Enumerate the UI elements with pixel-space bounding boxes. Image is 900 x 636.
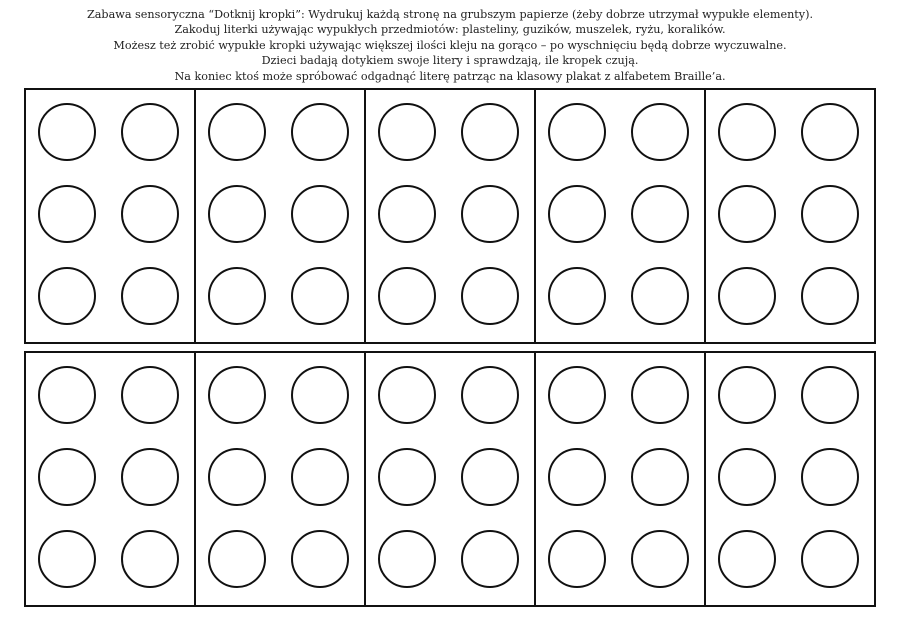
braille-dot (548, 366, 606, 424)
braille-dot (631, 103, 689, 161)
braille-dot (801, 185, 859, 243)
braille-dot (38, 103, 96, 161)
braille-dot (801, 448, 859, 506)
braille-dot (121, 448, 179, 506)
braille-dot (291, 267, 349, 325)
braille-cell (26, 353, 196, 605)
instruction-line: Na koniec ktoś może spróbować odgadnąć literę patrząc na klasowy plakat z alfabetem Braille’a. (174, 69, 726, 83)
instruction-line: Zakoduj literki używając wypukłych przedmiotów: plasteliny, guzików, muszelek, ryżu, koralików. (174, 23, 726, 37)
braille-dot (718, 366, 776, 424)
braille-dot (378, 366, 436, 424)
braille-dot (291, 103, 349, 161)
instructions (0, 7, 900, 84)
braille-dot (631, 530, 689, 588)
braille-dot (631, 185, 689, 243)
braille-dot (208, 267, 266, 325)
braille-dot (378, 530, 436, 588)
braille-dot (801, 530, 859, 588)
braille-dot (718, 267, 776, 325)
braille-dot (291, 530, 349, 588)
braille-cell (706, 353, 874, 605)
braille-dot (121, 530, 179, 588)
braille-dot (631, 267, 689, 325)
braille-dot (801, 103, 859, 161)
braille-dot (121, 366, 179, 424)
braille-dot (121, 185, 179, 243)
braille-cell (366, 90, 536, 342)
braille-row-1 (24, 88, 876, 344)
braille-dot (378, 103, 436, 161)
braille-dot (631, 366, 689, 424)
braille-cell (26, 90, 196, 342)
braille-dot (121, 267, 179, 325)
braille-dot (121, 103, 179, 161)
braille-dot (291, 448, 349, 506)
braille-dot (38, 448, 96, 506)
braille-dot (548, 448, 606, 506)
braille-dot (461, 366, 519, 424)
braille-dot (291, 366, 349, 424)
braille-dot (38, 530, 96, 588)
instruction-line: Możesz też zrobić wypukłe kropki używając większej ilości kleju na gorąco – po wyschnięciu będą dobrze wyczuwalne. (113, 38, 787, 52)
braille-dot (291, 185, 349, 243)
braille-dot (378, 185, 436, 243)
braille-dot (801, 267, 859, 325)
braille-dot (38, 267, 96, 325)
braille-dot (461, 530, 519, 588)
braille-dot (718, 530, 776, 588)
braille-dot (718, 448, 776, 506)
braille-dot (461, 448, 519, 506)
braille-dot (461, 267, 519, 325)
braille-dot (461, 185, 519, 243)
braille-dot (38, 185, 96, 243)
braille-cell (706, 90, 874, 342)
braille-dot (378, 267, 436, 325)
instruction-line: Dzieci badają dotykiem swoje litery i sprawdzają, ile kropek czują. (261, 54, 639, 68)
braille-cell (536, 353, 706, 605)
braille-dot (378, 448, 436, 506)
braille-dot (548, 103, 606, 161)
braille-dot (208, 448, 266, 506)
braille-dot (718, 185, 776, 243)
braille-dot (208, 185, 266, 243)
braille-dot (548, 185, 606, 243)
braille-dot (461, 103, 519, 161)
braille-dot (718, 103, 776, 161)
braille-cell (196, 90, 366, 342)
braille-dot (548, 530, 606, 588)
braille-dot (208, 530, 266, 588)
braille-dot (548, 267, 606, 325)
braille-cell (196, 353, 366, 605)
braille-dot (631, 448, 689, 506)
braille-dot (801, 366, 859, 424)
instruction-line: Zabawa sensoryczna “Dotknij kropki”: Wydrukuj każdą stronę na grubszym papierze (żeby dobrze utrzymał wypukłe elementy). (86, 8, 814, 21)
braille-cell (366, 353, 536, 605)
braille-row-2 (24, 351, 876, 607)
braille-dot (38, 366, 96, 424)
braille-dot (208, 366, 266, 424)
braille-dot (208, 103, 266, 161)
braille-cell (536, 90, 706, 342)
